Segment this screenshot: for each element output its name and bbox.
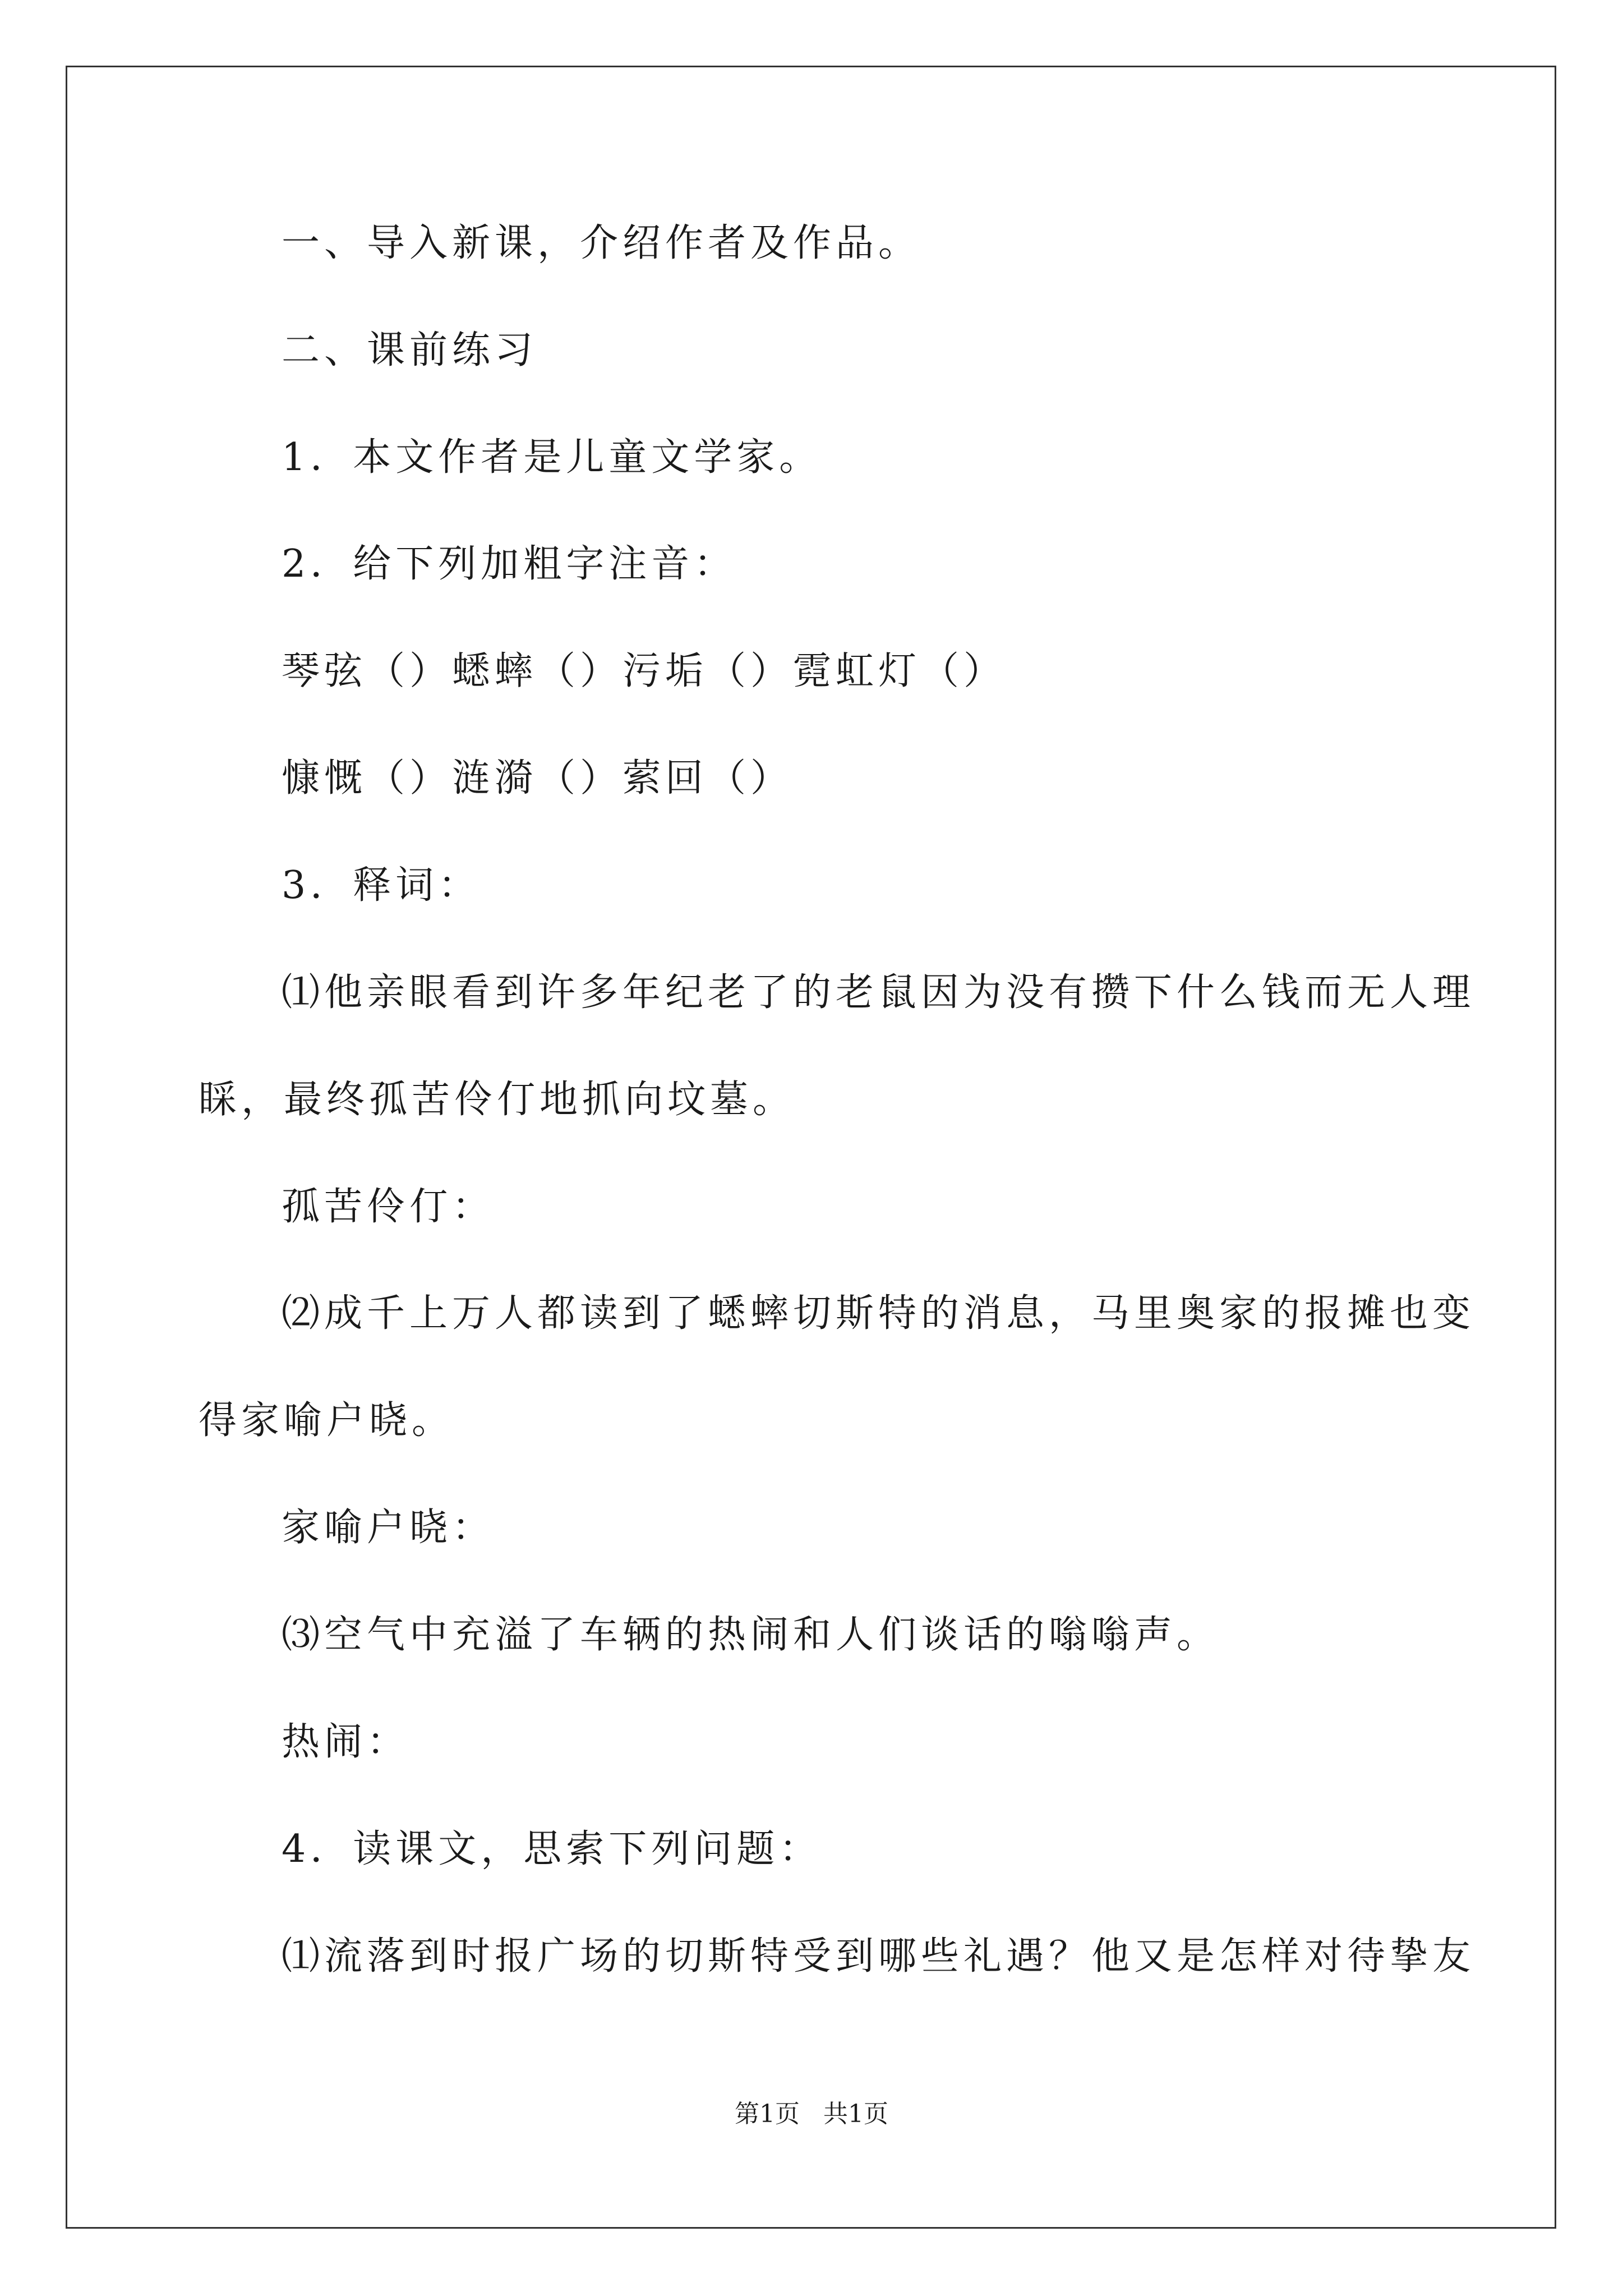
text-line: 一、导入新课，介绍作者及作品。 bbox=[282, 221, 921, 265]
text-line: ⑴流落到时报广场的切斯特受到哪些礼遇？他又是怎样对待挚友 bbox=[282, 1934, 1476, 1978]
text-line: 2．给下列加粗字注音： bbox=[282, 542, 737, 586]
text-line: 家喻户晓： bbox=[282, 1506, 495, 1550]
text-line: 得家喻户晓。 bbox=[199, 1398, 455, 1443]
text-line: 孤苦伶仃： bbox=[282, 1185, 495, 1229]
text-line: ⑵成千上万人都读到了蟋蟀切斯特的消息，马里奥家的报摊也变 bbox=[282, 1291, 1476, 1336]
text-line: 1．本文作者是儿童文学家。 bbox=[282, 435, 822, 480]
text-line: 睬，最终孤苦伶仃地抓向坟墓。 bbox=[199, 1078, 796, 1122]
text-line: 3．释词： bbox=[282, 863, 481, 908]
text-line: 慷慨（）涟漪（）萦回（） bbox=[282, 756, 794, 800]
text-line: ⑶空气中充溢了车辆的热闹和人们谈话的嗡嗡声。 bbox=[282, 1613, 1220, 1657]
page-footer: 第1页 共1页 bbox=[735, 2100, 888, 2128]
text-line: 琴弦（）蟋蟀（）污垢（）霓虹灯（） bbox=[282, 649, 1007, 693]
page-border bbox=[66, 66, 1556, 2229]
text-line: ⑴他亲眼看到许多年纪老了的老鼠因为没有攒下什么钱而无人理 bbox=[282, 970, 1476, 1015]
text-line: 二、课前练习 bbox=[282, 328, 538, 372]
text-line: 4．读课文，思索下列问题： bbox=[282, 1827, 822, 1871]
text-line: 热闹： bbox=[282, 1720, 410, 1764]
